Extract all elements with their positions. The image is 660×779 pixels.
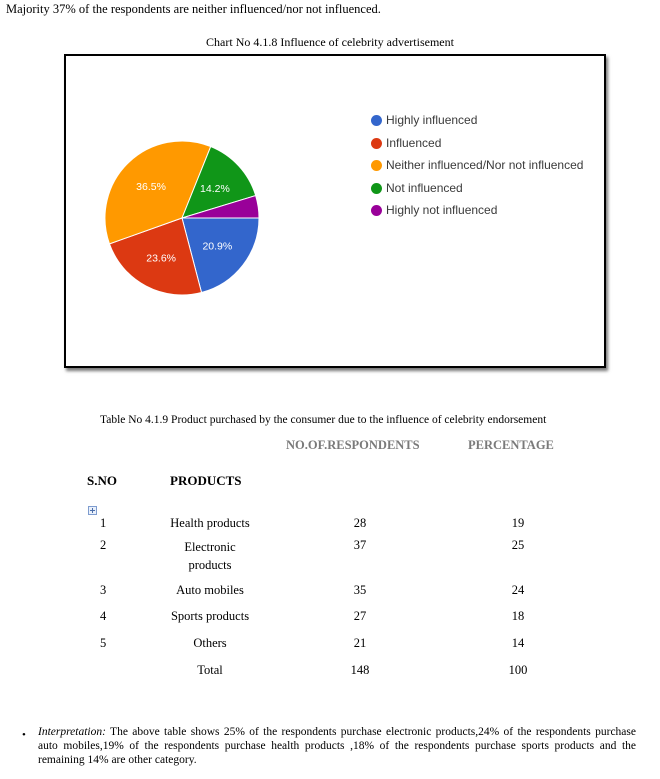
row-3-product: Auto mobiles [176, 583, 244, 597]
interpretation-paragraph [38, 725, 636, 767]
row-4-percentage: 18 [511, 609, 525, 623]
legend-label-5: Highly not influenced [386, 203, 498, 217]
table-caption: Table No 4.1.9 Product purchased by the consumer due to the influence of celebrity endorsement [100, 414, 547, 426]
header-products: PRODUCTS [170, 473, 242, 488]
row-4-respondents: 27 [353, 609, 367, 623]
legend-label-4: Not influenced [386, 180, 463, 195]
pie-slice-label-2: 23.6% [146, 252, 177, 265]
row-1-percentage: 19 [511, 516, 525, 530]
pie-chart-frame [64, 54, 606, 368]
header-respondents: NO.OF.RESPONDENTS [286, 438, 420, 452]
row-5-respondents: 21 [353, 636, 367, 650]
row-2-percentage: 25 [511, 538, 525, 552]
legend-swatch-2 [371, 138, 382, 149]
row-3-respondents: 35 [353, 583, 367, 597]
total-respondents: 148 [350, 663, 370, 677]
legend-swatch-1 [371, 115, 382, 126]
row-4-sno: 4 [100, 609, 107, 623]
pie-slice-label-3: 36.5% [136, 180, 166, 193]
row-1-product: Health products [170, 516, 250, 530]
row-2-sno: 2 [100, 538, 107, 552]
bullet-point: • [22, 729, 26, 741]
legend-label-3: Neither influenced/Nor not influenced [386, 158, 584, 172]
legend-swatch-5 [371, 205, 382, 216]
pie-slice-label-4: 14.2% [200, 182, 230, 195]
legend-swatch-3 [371, 160, 382, 171]
header-percentage: PERCENTAGE [468, 438, 554, 452]
interpretation-text: The above table shows 25% of the respondents purchase electronic products,24% of the respondents purchase auto mobiles,19% of the respondents purchase health products ,18% of the respondents purchase sports products and the remaining 14% are other category. [38, 726, 636, 766]
legend-item-2 [371, 136, 583, 159]
row-5-product: Others [193, 636, 227, 650]
header-sno: S.NO [87, 473, 117, 488]
interpretation-label: Interpretation: [38, 726, 106, 738]
row-2-product: Electronic products [184, 540, 236, 572]
row-5-sno: 5 [100, 636, 107, 650]
row-2-respondents: 37 [353, 538, 367, 552]
row-3-sno: 3 [100, 583, 107, 597]
row-1-respondents: 28 [353, 516, 367, 530]
legend-item-1 [371, 113, 583, 136]
total-percentage: 100 [508, 663, 528, 677]
legend-item-3 [371, 158, 583, 181]
row-1-sno: 1 [100, 516, 107, 530]
table-move-handle-icon[interactable] [88, 506, 97, 515]
chart-legend [371, 113, 583, 226]
legend-label-2: Influenced [386, 135, 442, 150]
legend-label-1: Highly influenced [386, 113, 478, 127]
total-label: Total [197, 663, 223, 677]
pie-slice-label-1: 20.9% [202, 240, 233, 253]
row-3-percentage: 24 [511, 583, 525, 597]
legend-item-4 [371, 181, 583, 204]
row-4-product: Sports products [170, 609, 250, 623]
row-5-percentage: 14 [511, 636, 525, 650]
chart-caption: Chart No 4.1.8 Influence of celebrity advertisement [206, 35, 454, 49]
legend-item-5 [371, 203, 583, 226]
legend-swatch-4 [371, 183, 382, 194]
intro-text: Majority 37% of the respondents are neither influenced/nor not influenced. [6, 2, 381, 16]
